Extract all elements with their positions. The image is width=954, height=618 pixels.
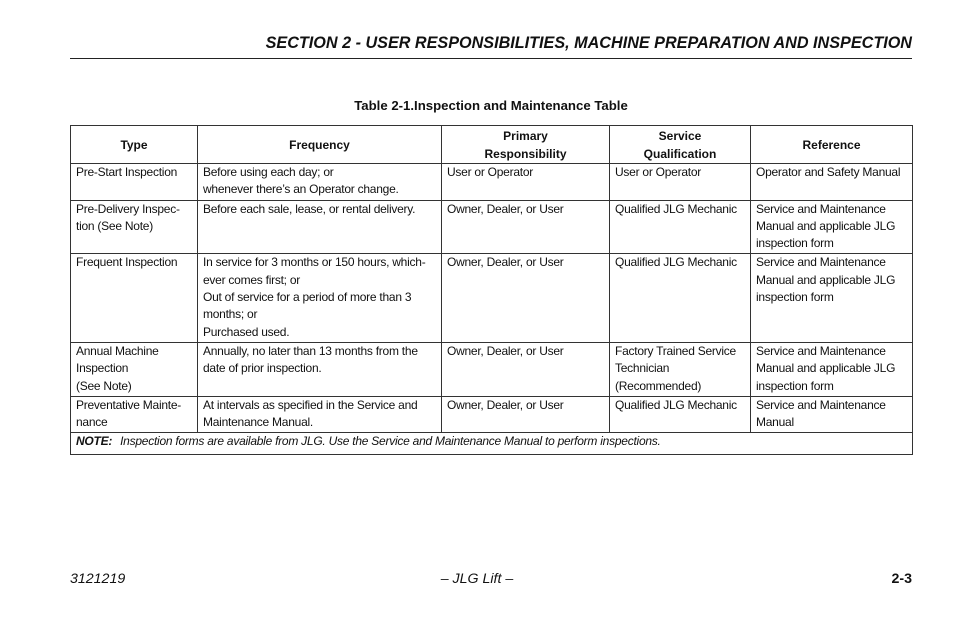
cell-text-line: Service and Maintenance [756, 343, 886, 358]
column-header-line: Primary [503, 128, 548, 143]
table-row [71, 254, 913, 342]
table-caption: Table 2-1.Inspection and Maintenance Table [354, 98, 628, 113]
cell-frequency [198, 164, 442, 201]
cell-reference [751, 396, 913, 433]
column-header-reference [751, 126, 913, 164]
cell-service-qualification [610, 164, 751, 201]
cell-frequency [198, 342, 442, 396]
cell-text-line: Annual Machine [76, 343, 159, 358]
cell-text-line: inspection form [756, 378, 834, 393]
cell-text-line: date of prior inspection. [203, 361, 322, 376]
cell-text-line: Owner, Dealer, or User [447, 397, 564, 412]
cell-text-line: Manual [756, 415, 794, 430]
cell-text-line: (See Note) [76, 378, 132, 393]
cell-text-line: Technician [615, 361, 670, 376]
column-header-line: Reference [802, 137, 861, 152]
column-header-service-qualification [610, 126, 751, 164]
column-header-primary-responsibility [442, 126, 610, 164]
cell-text-line: At intervals as specified in the Service and [203, 397, 418, 412]
cell-frequency [198, 200, 442, 254]
cell-text-line: (Recommended) [615, 378, 702, 393]
cell-text-line: Out of service for a period of more than 3 [203, 290, 412, 305]
cell-type [71, 164, 198, 201]
cell-text-line: Operator and Safety Manual [756, 165, 901, 179]
note-text: Inspection forms are available from JLG. Use the Service and Maintenance Manual to perform inspections. [120, 434, 661, 449]
cell-text-line: Manual and applicable JLG [756, 218, 896, 233]
header-rule [70, 58, 912, 59]
column-header-line: Qualification [643, 146, 717, 161]
table-row [71, 342, 913, 396]
cell-text-line: Qualified JLG Mechanic [615, 255, 737, 270]
cell-text-line: Before each sale, lease, or rental delivery. [203, 201, 416, 216]
column-header-line: Frequency [289, 137, 350, 152]
cell-text-line: Frequent Inspection [76, 255, 178, 270]
cell-text-line: Owner, Dealer, or User [447, 255, 564, 270]
cell-text-line: Factory Trained Service [615, 343, 736, 358]
cell-text-line: nance [76, 415, 108, 430]
cell-text-line: Service and Maintenance [756, 201, 886, 216]
cell-text-line: Pre-Start Inspection [76, 165, 178, 179]
cell-text-line: Pre-Delivery Inspec- [76, 201, 180, 216]
cell-text-line: Service and Maintenance [756, 255, 886, 270]
cell-text-line: Qualified JLG Mechanic [615, 201, 737, 216]
footer-page-number: 2-3 [891, 571, 912, 587]
cell-service-qualification [610, 342, 751, 396]
cell-type [71, 254, 198, 342]
cell-primary-responsibility [442, 342, 610, 396]
cell-primary-responsibility [442, 396, 610, 433]
column-header-line: Responsibility [484, 146, 567, 161]
cell-text-line: Purchased used. [203, 324, 290, 339]
cell-text-line: Owner, Dealer, or User [447, 201, 564, 216]
cell-frequency [198, 254, 442, 342]
cell-text-line: Before using each day; or [203, 165, 334, 179]
note-cell [71, 433, 913, 455]
cell-text-line: Annually, no later than 13 months from the [203, 343, 418, 358]
cell-text-line: User or Operator [447, 165, 534, 179]
cell-service-qualification [610, 396, 751, 433]
column-header-line: Service [658, 128, 702, 143]
cell-service-qualification [610, 254, 751, 342]
cell-text-line: Manual and applicable JLG [756, 361, 896, 376]
cell-frequency [198, 396, 442, 433]
cell-type [71, 200, 198, 254]
cell-primary-responsibility [442, 164, 610, 201]
table-row [71, 396, 913, 433]
cell-text-line: Maintenance Manual. [203, 415, 313, 430]
cell-text-line: Manual and applicable JLG [756, 272, 896, 287]
cell-text-line: inspection form [756, 236, 834, 251]
cell-text-line: whenever there’s an Operator change. [203, 182, 399, 197]
column-header-frequency [198, 126, 442, 164]
cell-text-line: inspection form [756, 290, 834, 305]
note-label: NOTE: [76, 434, 113, 449]
note-row [71, 433, 913, 455]
cell-reference [751, 200, 913, 254]
cell-reference [751, 164, 913, 201]
footer-center-title: – JLG Lift – [440, 571, 514, 587]
table-row [71, 164, 913, 201]
cell-text-line: Service and Maintenance [756, 397, 886, 412]
cell-type [71, 396, 198, 433]
cell-service-qualification [610, 200, 751, 254]
cell-text-line: Inspection [76, 361, 129, 376]
column-header-line: Type [120, 137, 148, 152]
cell-text-line: tion (See Note) [76, 218, 153, 233]
cell-text-line: months; or [203, 307, 258, 322]
cell-text-line: Owner, Dealer, or User [447, 343, 564, 358]
section-title: SECTION 2 - USER RESPONSIBILITIES, MACHINE PREPARATION AND INSPECTION [265, 34, 912, 52]
inspection-maintenance-table [70, 125, 913, 455]
cell-primary-responsibility [442, 200, 610, 254]
table-header-row [71, 126, 913, 164]
column-header-type [71, 126, 198, 164]
table-body [71, 164, 913, 433]
cell-text-line: Qualified JLG Mechanic [615, 397, 737, 412]
cell-primary-responsibility [442, 254, 610, 342]
cell-text-line: In service for 3 months or 150 hours, which- [203, 255, 426, 270]
cell-text-line: Preventative Mainte- [76, 397, 182, 412]
cell-type [71, 342, 198, 396]
table-row [71, 200, 913, 254]
cell-reference [751, 254, 913, 342]
footer-doc-number: 3121219 [70, 571, 126, 587]
cell-reference [751, 342, 913, 396]
cell-text-line: User or Operator [615, 165, 702, 179]
cell-text-line: ever comes first; or [203, 272, 301, 287]
